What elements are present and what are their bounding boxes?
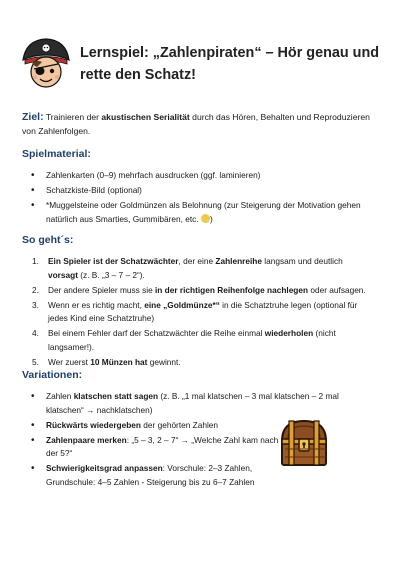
list-item-text: : Vorschule: 2–3 Zahlen, Grundschule: 4–5 Zahlen - Steigerung bis zu 6–7 Zahlen: [46, 463, 255, 487]
step-text: (z. B. „3 – 7 – 2“).: [77, 269, 145, 280]
step-item: [32, 284, 372, 298]
steps-list: [32, 255, 372, 371]
step-text: in die Schatztruhe legen (optional für jedes Kind eine Schatztruhe): [48, 299, 358, 323]
list-item-bold: Zahlenpaare merken: [46, 434, 127, 445]
list-item-text: ): [209, 213, 213, 224]
smiling-face-icon: [201, 214, 210, 223]
step-number: 3.: [32, 299, 39, 310]
list-item-text: Zahlen: [46, 391, 74, 401]
step-item: [32, 255, 372, 282]
step-bold: Ein Spieler ist der Schatzwächter: [48, 256, 179, 266]
step-number: 4.: [32, 328, 39, 338]
list-item-bold: Rückwärts wiedergeben: [46, 419, 141, 430]
list-item: [28, 419, 281, 433]
page-title: Lernspiel: „Zahlenpiraten“ – Hör genau und rette den Schatz!: [80, 45, 380, 83]
list-item: • Schatzkiste-Bild (optional): [28, 184, 373, 198]
list-item: [28, 390, 373, 417]
list-item: • Zahlenkarten (0–9) mehrfach ausdrucken (ggf. laminieren): [28, 169, 373, 183]
step-bold: vorsagt: [48, 269, 78, 280]
header: [20, 36, 390, 92]
goal-text: durch das Hören, Behalten und Reproduzieren von Zahlenfolgen.: [22, 112, 370, 136]
list-item-text: der gehörten Zahlen: [141, 419, 219, 430]
goal-paragraph: [22, 110, 382, 138]
list-item-text: (z. B. „1 mal klatschen – 3 mal klatschen – 2 mal klatschen“ → nachklatschen): [46, 391, 339, 415]
step-text: Wer zuerst: [48, 356, 91, 367]
howto-heading: So geht´s:: [22, 234, 74, 246]
step-bold: eine „Goldmünze*“: [144, 299, 220, 310]
step-text: Der andere Spieler muss sie: [48, 284, 155, 295]
list-item-bold: Schwierigkeitsgrad anpassen: [46, 463, 163, 473]
list-item-bold: klatschen statt sagen: [73, 391, 159, 401]
step-text: Wenn er es richtig macht,: [48, 299, 145, 310]
list-item-text: *Muggelsteine oder Goldmünzen als Belohnung (zur Steigerung der Motivation gehen natürlich aus Smarties, Gummibären, etc.: [46, 200, 361, 224]
step-text: Bei einem Fehler darf der Schatzwächter die Reihe einmal: [48, 328, 265, 338]
step-bold: Zahlenreihe: [215, 256, 262, 266]
step-bold: 10 Münzen hat: [90, 356, 148, 367]
step-text: gewinnt.: [147, 356, 181, 367]
list-item: [28, 462, 281, 489]
step-number: 5.: [32, 356, 39, 367]
step-number: 2.: [32, 284, 39, 295]
materials-list: [28, 169, 373, 228]
step-text: (nicht langsamer!).: [48, 328, 336, 352]
goal-text: Trainieren der: [43, 112, 102, 122]
step-item: [32, 299, 372, 326]
treasure-chest-icon: [276, 415, 332, 471]
step-item: [32, 356, 372, 370]
list-item: [28, 199, 373, 226]
step-number: 1.: [32, 256, 39, 266]
step-bold: wiederholen: [264, 328, 314, 338]
goal-label: Ziel:: [22, 111, 44, 123]
pirate-kid-icon: [20, 36, 72, 92]
step-text: , der eine: [178, 256, 216, 266]
materials-heading: Spielmaterial:: [22, 148, 91, 160]
step-text: langsam und deutlich: [261, 256, 343, 266]
list-item-text: : „5 – 3, 2 – 7“ → „Welche Zahl kam nach der 5?“: [46, 434, 279, 458]
variations-heading: Variationen:: [22, 369, 83, 381]
step-item: [32, 327, 372, 354]
step-bold: in der richtigen Reihenfolge nachlegen: [155, 284, 309, 295]
list-item: [28, 434, 281, 461]
step-text: oder aufsagen.: [308, 284, 366, 295]
goal-bold: akustischen Serialität: [101, 112, 190, 122]
